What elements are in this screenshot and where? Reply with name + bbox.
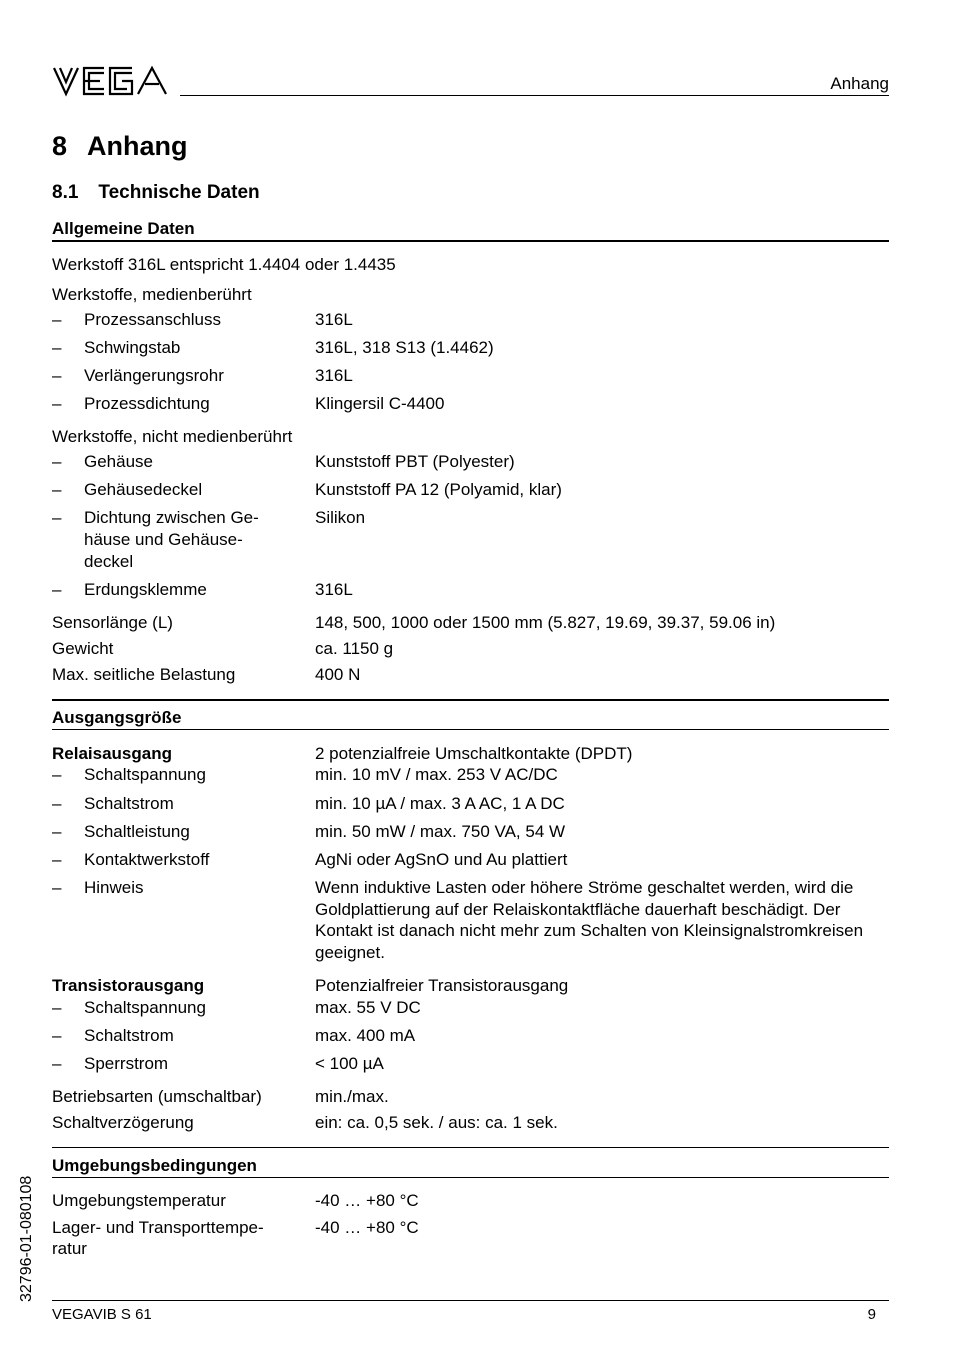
footer-page-number: 9 (867, 1306, 876, 1323)
spec-label: Dichtung zwischen Ge- (84, 508, 259, 527)
dash-bullet: – (52, 452, 62, 471)
spec-value: 400 N (315, 665, 361, 684)
hinweis-text-line: Goldplattierung auf der Relaiskontaktfläche dauerhaft beschädigt. Der (315, 900, 841, 919)
spec-label: Schaltspannung (84, 998, 206, 1017)
dash-bullet: – (52, 822, 62, 841)
dash-bullet: – (52, 366, 62, 385)
spec-label-line2: häuse und Gehäuse- (84, 530, 243, 549)
spec-value: max. 55 V DC (315, 998, 421, 1017)
dash-bullet: – (52, 580, 62, 599)
dash-bullet: – (52, 1026, 62, 1045)
spec-label: Kontaktwerkstoff (84, 850, 210, 869)
spec-value: min. 10 mV / max. 253 V AC/DC (315, 765, 558, 784)
spec-label: Gehäusedeckel (84, 480, 203, 499)
spec-label: Prozessanschluss (84, 310, 222, 329)
subsection-number: 8.1 (52, 182, 79, 203)
spec-value: Kunststoff PA 12 (Polyamid, klar) (315, 480, 562, 499)
spec-value: ein: ca. 0,5 sek. / aus: ca. 1 sek. (315, 1113, 558, 1132)
spec-value: min./max. (315, 1087, 389, 1106)
subsection-title (52, 181, 260, 204)
dash-bullet: – (52, 878, 62, 897)
document-code: 32796-01-080108 (18, 1175, 35, 1302)
footer-rule (52, 1300, 889, 1301)
spec-label: Max. seitliche Belastung (52, 665, 236, 684)
spec-label: Betriebsarten (umschaltbar) (52, 1087, 262, 1106)
subsection-title-text: Technische Daten (98, 182, 260, 203)
spec-label: Sperrstrom (84, 1054, 169, 1073)
chapter-title (52, 130, 188, 162)
header-rule (180, 95, 889, 96)
vega-logo (52, 64, 168, 98)
spec-value: < 100 µA (315, 1054, 384, 1073)
dash-bullet: – (52, 794, 62, 813)
spec-label: Schaltverzögerung (52, 1113, 194, 1132)
spec-value: Kunststoff PBT (Polyester) (315, 452, 515, 471)
spec-label: Schaltstrom (84, 1026, 174, 1045)
relais-value: 2 potenzialfreie Umschaltkontakte (DPDT) (315, 744, 633, 763)
spec-value: min. 10 µA / max. 3 A AC, 1 A DC (315, 794, 565, 813)
spec-label: Gewicht (52, 639, 114, 658)
dash-bullet: – (52, 508, 62, 527)
group-label-medienberuehrt: Werkstoffe, medienberührt (52, 285, 252, 304)
footer-product: VEGAVIB S 61 (52, 1306, 152, 1323)
spec-value: 148, 500, 1000 oder 1500 mm (5.827, 19.69, 39.37, 59.06 in) (315, 613, 776, 632)
transistor-value: Potenzialfreier Transistorausgang (315, 976, 569, 995)
spec-value: -40 … +80 °C (315, 1218, 419, 1237)
hinweis-label: Hinweis (84, 878, 144, 897)
spec-value: 316L (315, 580, 353, 599)
werkstoff-note: Werkstoff 316L entspricht 1.4404 oder 1.4435 (52, 255, 396, 274)
spec-value: Klingersil C-4400 (315, 394, 445, 413)
chapter-number: 8 (52, 131, 68, 161)
spec-label-line2: ratur (52, 1239, 87, 1258)
spec-value: -40 … +80 °C (315, 1191, 419, 1210)
dash-bullet: – (52, 338, 62, 357)
spec-label: Sensorlänge (L) (52, 613, 173, 632)
hinweis-text-line: geeignet. (315, 943, 385, 962)
spec-label: Schwingstab (84, 338, 181, 357)
heading-rule (52, 1177, 889, 1178)
hinweis-text-line: Wenn induktive Lasten oder höhere Ströme geschaltet werden, wird die (315, 878, 854, 897)
spec-label: Erdungsklemme (84, 580, 207, 599)
relais-label: Relaisausgang (52, 744, 172, 763)
spec-value: 316L (315, 366, 353, 385)
group-label-nicht-medienberuehrt: Werkstoffe, nicht medienberührt (52, 427, 293, 446)
spec-label: Schaltspannung (84, 765, 206, 784)
vega-logo-graphic (52, 64, 168, 98)
dash-bullet: – (52, 765, 62, 784)
spec-label: Prozessdichtung (84, 394, 210, 413)
spec-value: Silikon (315, 508, 366, 527)
chapter-title-text: Anhang (87, 131, 188, 161)
spec-label: Gehäuse (84, 452, 153, 471)
spec-label: Schaltstrom (84, 794, 174, 813)
spec-value: max. 400 mA (315, 1026, 416, 1045)
transistor-label: Transistorausgang (52, 976, 205, 995)
dash-bullet: – (52, 394, 62, 413)
hinweis-text-line: Kontakt ist danach nicht mehr zum Schalten von Kleinsignalstromkreisen (315, 921, 864, 940)
spec-value: AgNi oder AgSnO und Au plattiert (315, 850, 568, 869)
heading-rule (52, 729, 889, 730)
spec-label: Lager- und Transporttempe- (52, 1218, 264, 1237)
dash-bullet: – (52, 480, 62, 499)
spec-label: Verlängerungsrohr (84, 366, 224, 385)
spec-label: Umgebungstemperatur (52, 1191, 226, 1210)
heading-umgebungsbedingungen: Umgebungsbedingungen (52, 1156, 257, 1175)
section-top-rule (52, 1147, 889, 1148)
dash-bullet: – (52, 1054, 62, 1073)
heading-rule (52, 240, 889, 242)
spec-label-line3: deckel (84, 552, 134, 571)
section-top-rule (52, 699, 889, 701)
spec-value: min. 50 mW / max. 750 VA, 54 W (315, 822, 566, 841)
spec-label: Schaltleistung (84, 822, 190, 841)
dash-bullet: – (52, 310, 62, 329)
spec-value: ca. 1150 g (315, 639, 394, 658)
spec-value: 316L (315, 310, 353, 329)
heading-allgemeine-daten: Allgemeine Daten (52, 219, 195, 238)
dash-bullet: – (52, 998, 62, 1017)
spec-value: 316L, 318 S13 (1.4462) (315, 338, 494, 357)
dash-bullet: – (52, 850, 62, 869)
heading-ausgangsgroesse: Ausgangsgröße (52, 708, 182, 727)
header-section-label: Anhang (830, 74, 889, 93)
